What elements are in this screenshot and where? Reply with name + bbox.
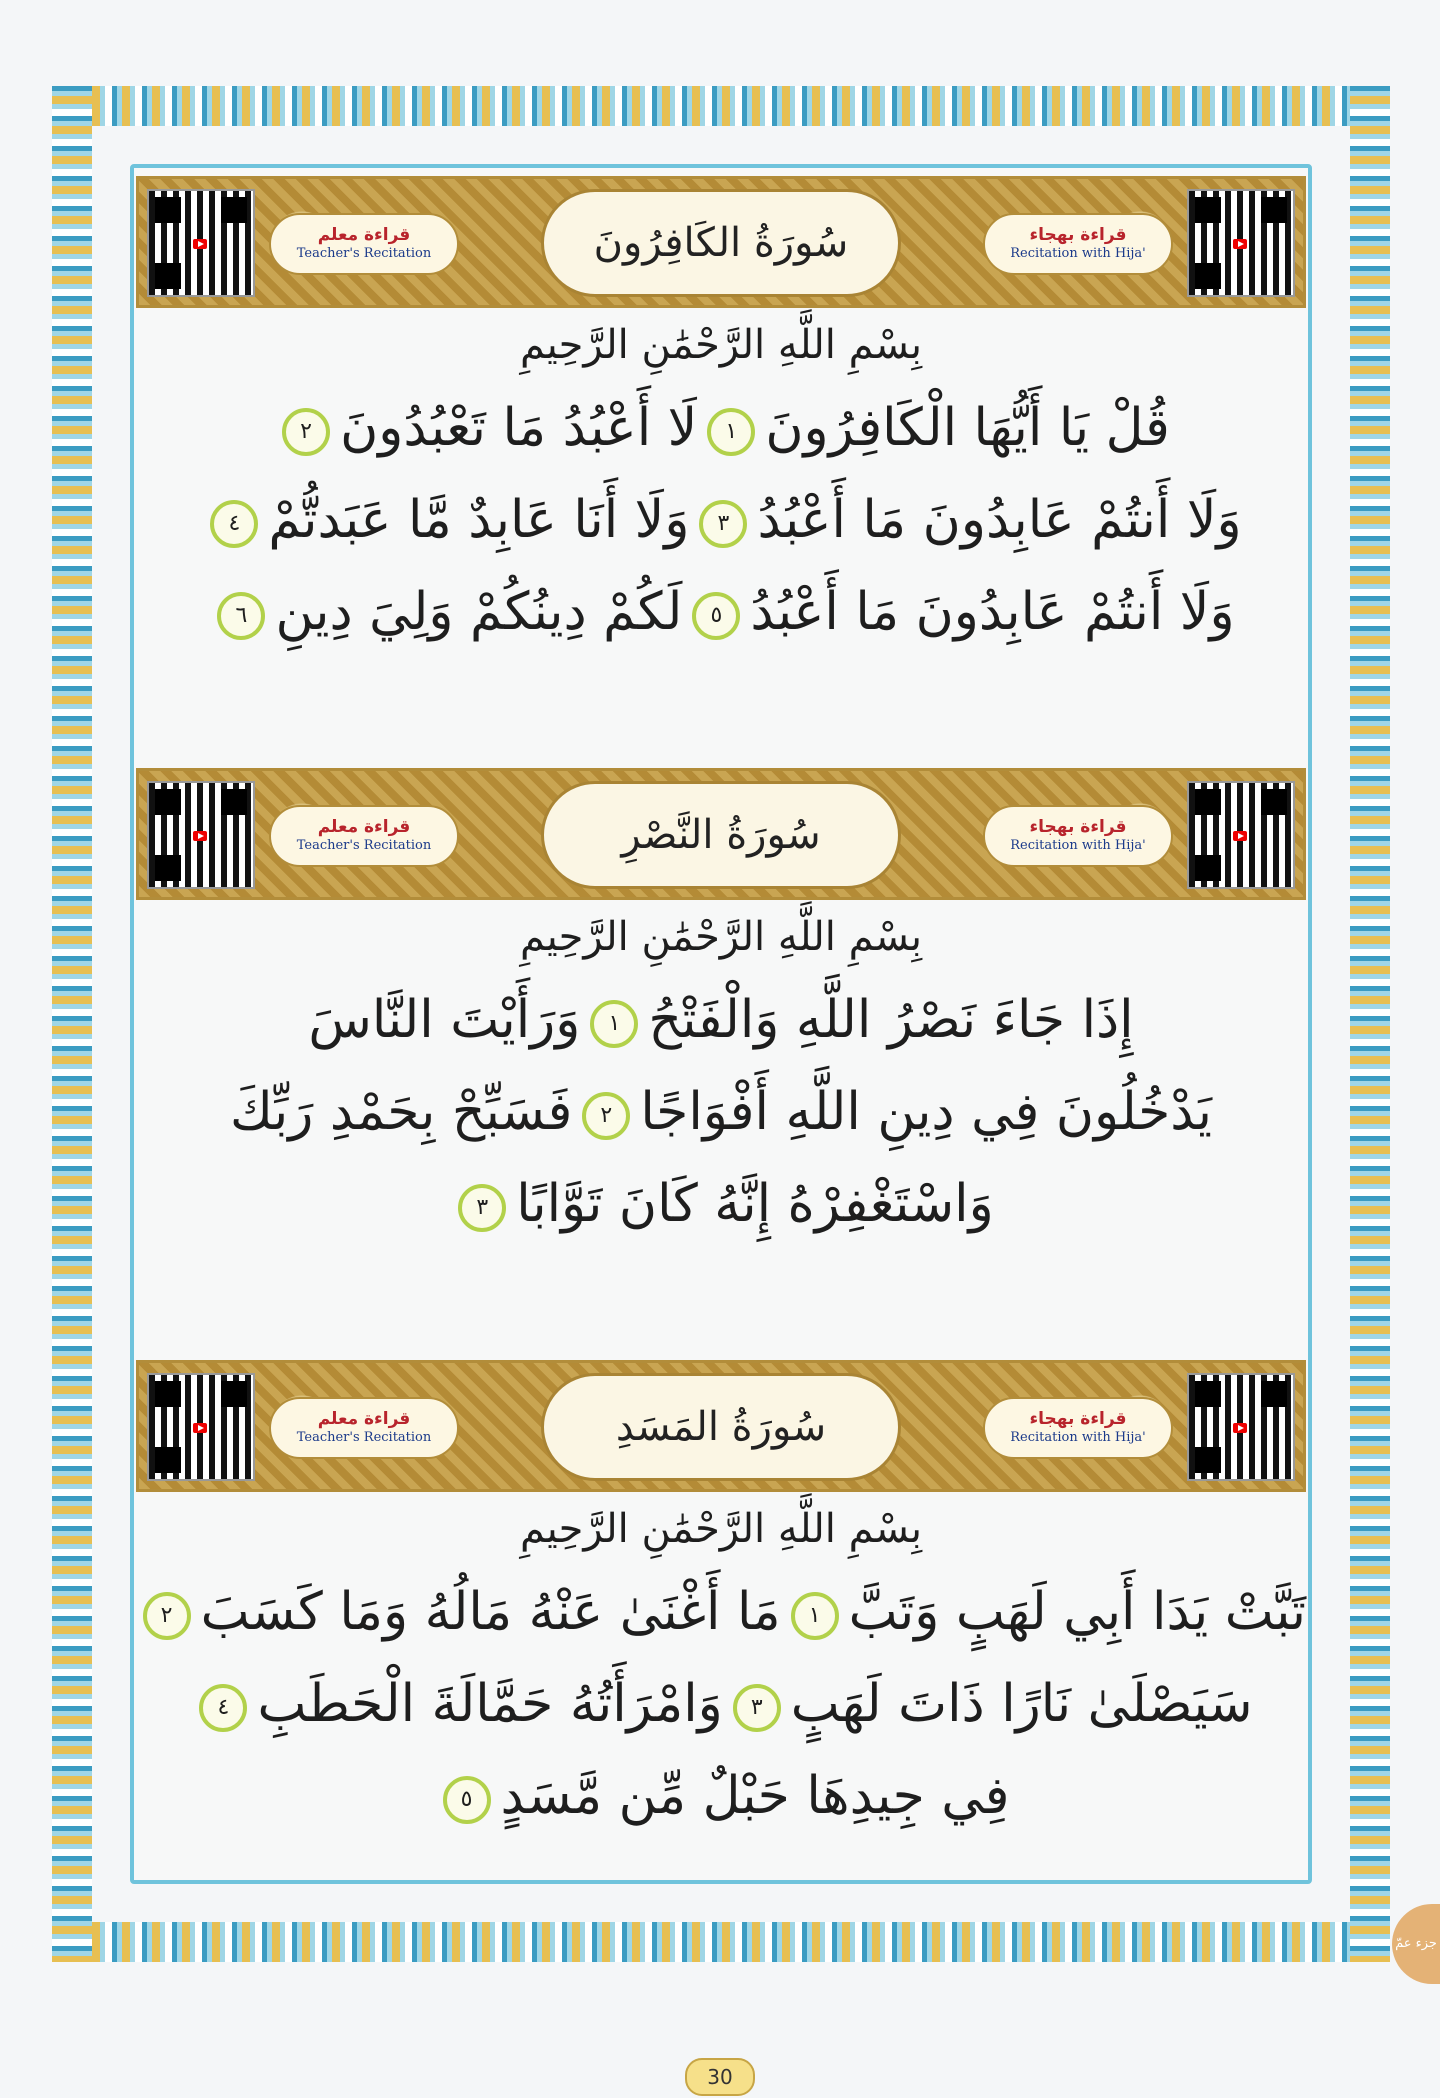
youtube-icon bbox=[193, 1423, 207, 1433]
ayah-text: قُلْ يَا أَيُّهَا الْكَافِرُونَ bbox=[765, 398, 1170, 458]
basmala: بِسْمِ اللَّهِ الرَّحْمَٰنِ الرَّحِيمِ bbox=[519, 1506, 923, 1552]
juz-side-tab[interactable]: جزء عمّ bbox=[1392, 1904, 1440, 1984]
hija-recitation-button[interactable]: قراءة بهجاء Recitation with Hija' bbox=[983, 213, 1173, 275]
ayah-text: وَلَا أَنتُمْ عَابِدُونَ مَا أَعْبُدُ bbox=[757, 490, 1242, 550]
youtube-icon bbox=[1233, 831, 1247, 841]
ayah-number-marker: ١ bbox=[707, 408, 755, 456]
surah-title: سُورَةُ النَّصْرِ bbox=[621, 812, 821, 858]
page-number: 30 bbox=[685, 2058, 755, 2096]
basmala: بِسْمِ اللَّهِ الرَّحْمَٰنِ الرَّحِيمِ bbox=[519, 322, 923, 368]
surah-title-plate bbox=[541, 1373, 901, 1481]
ayah-line bbox=[136, 1158, 1306, 1250]
ayah-number-marker: ٢ bbox=[582, 1092, 630, 1140]
teacher-recitation-button[interactable]: قراءة معلم Teacher's Recitation bbox=[269, 213, 459, 275]
qr-code-hija-recitation[interactable] bbox=[1187, 781, 1295, 889]
ayah-number-marker: ٣ bbox=[733, 1684, 781, 1732]
ayah-number-marker: ٣ bbox=[458, 1184, 506, 1232]
ayah-number-marker: ١ bbox=[791, 1592, 839, 1640]
qr-code-teacher-recitation[interactable] bbox=[147, 1373, 255, 1481]
teacher-recitation-button[interactable]: قراءة معلم Teacher's Recitation bbox=[269, 805, 459, 867]
ayah-line bbox=[136, 1750, 1306, 1842]
ayah-text: تَبَّتْ يَدَا أَبِي لَهَبٍ وَتَبَّ bbox=[848, 1582, 1306, 1642]
youtube-icon bbox=[193, 239, 207, 249]
surah-header-banner bbox=[136, 1360, 1306, 1492]
decorative-border-right bbox=[1350, 86, 1390, 1962]
ayah-number-marker: ٥ bbox=[443, 1776, 491, 1824]
qr-code-teacher-recitation[interactable] bbox=[147, 189, 255, 297]
ayah-line bbox=[136, 566, 1306, 658]
ayah-line bbox=[136, 1066, 1306, 1158]
ayah-number-marker: ٢ bbox=[143, 1592, 191, 1640]
ayah-line bbox=[136, 974, 1306, 1066]
ayah-number-marker: ٢ bbox=[282, 408, 330, 456]
youtube-icon bbox=[193, 831, 207, 841]
hija-recitation-button[interactable]: قراءة بهجاء Recitation with Hija' bbox=[983, 805, 1173, 867]
ayah-text: وَرَأَيْتَ النَّاسَ bbox=[308, 990, 581, 1050]
surah-section-kafirun bbox=[136, 176, 1306, 658]
ayah-text: فَسَبِّحْ بِحَمْدِ رَبِّكَ bbox=[229, 1082, 573, 1142]
ayah-line bbox=[136, 474, 1306, 566]
ayah-number-marker: ١ bbox=[590, 1000, 638, 1048]
ayah-line bbox=[136, 382, 1306, 474]
ayah-text: لَكُمْ دِينُكُمْ وَلِيَ دِينِ bbox=[275, 582, 683, 642]
ayah-number-marker: ٥ bbox=[692, 592, 740, 640]
surah-title: سُورَةُ المَسَدِ bbox=[615, 1404, 827, 1450]
surah-title: سُورَةُ الكَافِرُونَ bbox=[593, 220, 849, 266]
ayah-text: سَيَصْلَىٰ نَارًا ذَاتَ لَهَبٍ bbox=[790, 1674, 1253, 1734]
qr-code-teacher-recitation[interactable] bbox=[147, 781, 255, 889]
surah-header-banner bbox=[136, 768, 1306, 900]
ayah-text: يَدْخُلُونَ فِي دِينِ اللَّهِ أَفْوَاجًا bbox=[640, 1082, 1213, 1142]
youtube-icon bbox=[1233, 239, 1247, 249]
basmala: بِسْمِ اللَّهِ الرَّحْمَٰنِ الرَّحِيمِ bbox=[519, 914, 923, 960]
hija-recitation-button[interactable]: قراءة بهجاء Recitation with Hija' bbox=[983, 1397, 1173, 1459]
ayah-text: وَلَا أَنَا عَابِدٌ مَّا عَبَدتُّمْ bbox=[268, 490, 690, 550]
decorative-border-top bbox=[52, 86, 1390, 126]
surah-section-nasr bbox=[136, 768, 1306, 1250]
surah-text bbox=[136, 900, 1306, 1250]
qr-code-hija-recitation[interactable] bbox=[1187, 189, 1295, 297]
ayah-number-marker: ٦ bbox=[217, 592, 265, 640]
ayah-text: وَلَا أَنتُمْ عَابِدُونَ مَا أَعْبُدُ bbox=[750, 582, 1235, 642]
surah-section-masad bbox=[136, 1360, 1306, 1842]
ayah-line bbox=[136, 1566, 1306, 1658]
surah-text bbox=[136, 1492, 1306, 1842]
surah-text bbox=[136, 308, 1306, 658]
ayah-number-marker: ٤ bbox=[210, 500, 258, 548]
ayah-text: إِذَا جَاءَ نَصْرُ اللَّهِ وَالْفَتْحُ bbox=[648, 990, 1134, 1050]
youtube-icon bbox=[1233, 1423, 1247, 1433]
surah-title-plate bbox=[541, 781, 901, 889]
qr-code-hija-recitation[interactable] bbox=[1187, 1373, 1295, 1481]
teacher-recitation-button[interactable]: قراءة معلم Teacher's Recitation bbox=[269, 1397, 459, 1459]
ayah-text: وَاسْتَغْفِرْهُ إِنَّهُ كَانَ تَوَّابًا bbox=[516, 1174, 994, 1234]
decorative-border-left bbox=[52, 86, 92, 1962]
ayah-text: وَامْرَأَتُهُ حَمَّالَةَ الْحَطَبِ bbox=[257, 1674, 723, 1734]
surah-header-banner bbox=[136, 176, 1306, 308]
ayah-number-marker: ٣ bbox=[699, 500, 747, 548]
ayah-text: مَا أَغْنَىٰ عَنْهُ مَالُهُ وَمَا كَسَبَ bbox=[200, 1582, 781, 1642]
ayah-number-marker: ٤ bbox=[199, 1684, 247, 1732]
ayah-line bbox=[136, 1658, 1306, 1750]
decorative-border-bottom bbox=[52, 1922, 1390, 1962]
surah-title-plate bbox=[541, 189, 901, 297]
ayah-text: لَا أَعْبُدُ مَا تَعْبُدُونَ bbox=[340, 398, 698, 458]
ayah-text: فِي جِيدِهَا حَبْلٌ مِّن مَّسَدٍ bbox=[500, 1766, 1010, 1826]
